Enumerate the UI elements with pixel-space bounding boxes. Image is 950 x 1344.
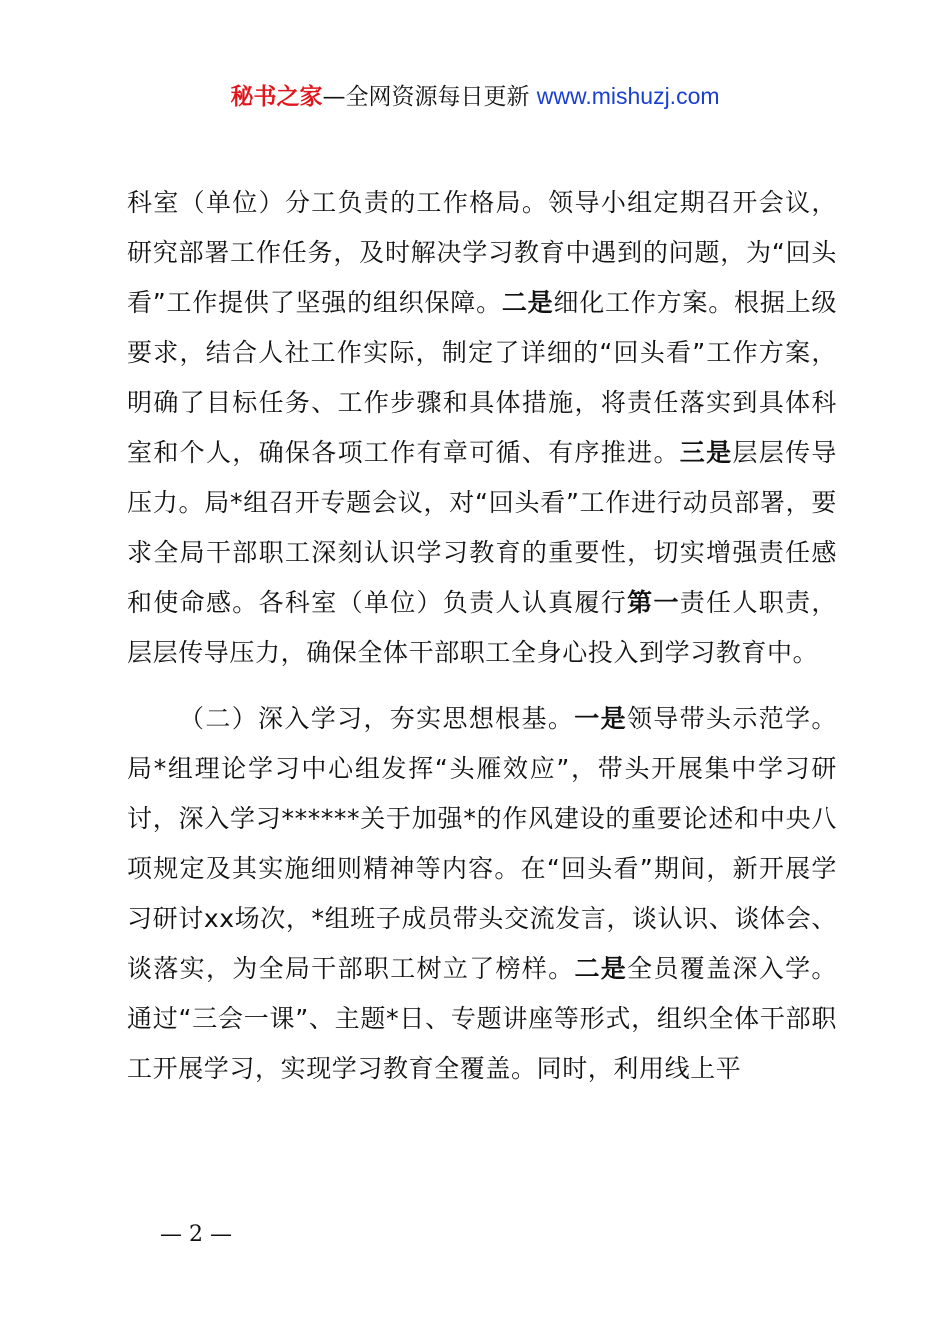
bold-marker: 三是 <box>679 438 733 467</box>
text-segment: 领导带头示范学。局*组理论学习中心组发挥“头雁效应”，带头开展集中学习研讨，深入学习******关于加强*的作风建设的重要论述和中央八项规定及其实施细则精神等内容。在“回头看”期间，新开展学习研讨xx场次，*组班子成员带头交流发言，谈认识、谈体会、谈落实，为全局干部职工树立了榜样。 <box>127 704 837 983</box>
text-segment: 责任人职责，层层传导压力，确保全体干部职工全身心投入到学习教育中。 <box>127 588 838 667</box>
bold-marker: 第一 <box>627 588 680 617</box>
site-url[interactable]: www.mishuzj.com <box>536 83 720 109</box>
text-segment: 全员覆盖深入学。通过“三会一课”、主题*日、专题讲座等形式，组织全体干部职工开展学习，实现学习教育全覆盖。同时，利用线上平 <box>127 954 837 1083</box>
bold-marker: 二是 <box>501 288 554 317</box>
paragraph-2 <box>127 694 837 1094</box>
bold-marker: 一是 <box>574 704 627 733</box>
text-segment: 科室（单位）分工负责的工作格局。领导小组定期召开会议，研究部署工作任务，及时解决学习教育中遇到的问题，为“回头看”工作提供了坚强的组织保障。 <box>127 188 837 317</box>
site-header <box>0 80 950 113</box>
text-segment: 细化工作方案。根据上级要求，结合人社工作实际，制定了详细的“回头看”工作方案，明确了目标任务、工作步骤和具体措施，将责任落实到具体科室和个人，确保各项工作有章可循、有序推进。 <box>127 288 838 467</box>
section-heading: （二）深入学习，夯实思想根基。 <box>179 704 575 733</box>
tagline: —全网资源每日更新 <box>322 84 537 110</box>
paragraph-1 <box>127 178 837 678</box>
document-body <box>127 178 837 1094</box>
brand-name: 秘书之家 <box>230 84 323 110</box>
text-segment: 层层传导压力。局*组召开专题会议，对“回头看”工作进行动员部署，要求全局干部职工深刻认识学习教育的重要性，切实增强责任感和使命感。各科室（单位）负责人认真履行 <box>127 438 838 617</box>
page-number: — 2 — <box>160 1222 232 1247</box>
bold-marker: 二是 <box>574 954 628 983</box>
